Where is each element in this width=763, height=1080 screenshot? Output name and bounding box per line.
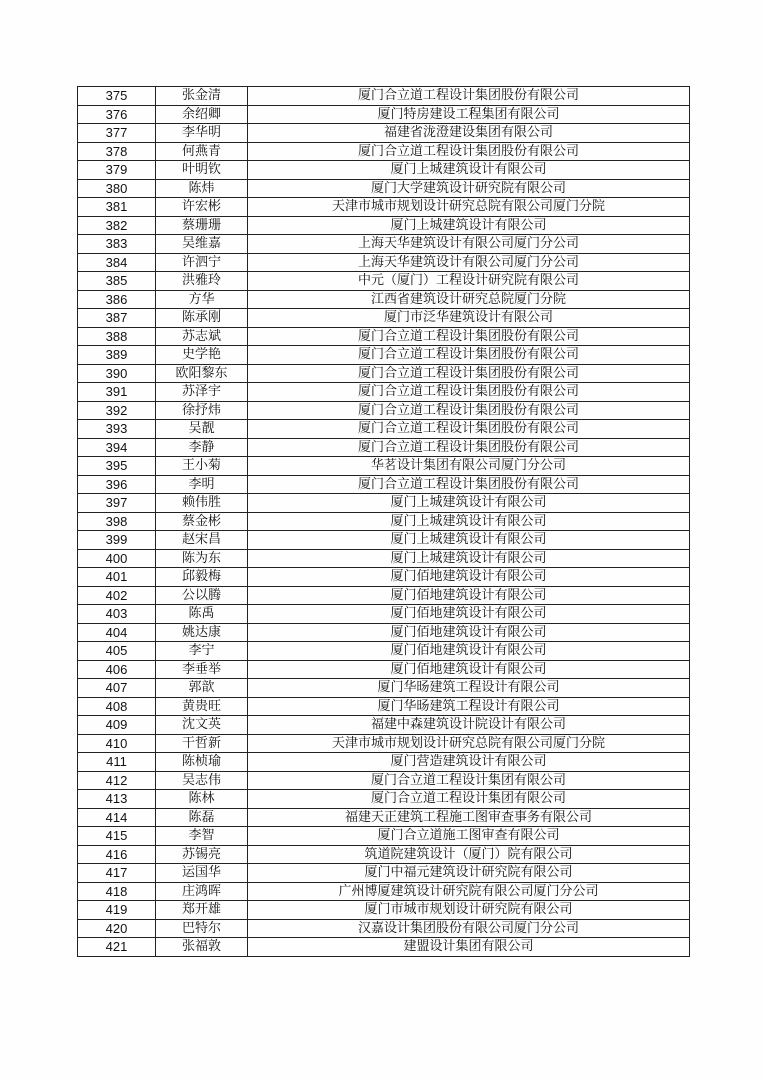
table-row [78,512,690,531]
row-number-cell: 387 [78,309,156,328]
person-name-cell: 郑开雄 [156,901,248,920]
person-name-cell: 李智 [156,827,248,846]
company-name-cell: 厦门佰地建筑设计有限公司 [248,642,690,661]
person-name-cell: 吴志伟 [156,771,248,790]
company-name-cell: 厦门佰地建筑设计有限公司 [248,623,690,642]
table-row [78,494,690,513]
company-name-cell: 厦门上城建筑设计有限公司 [248,494,690,513]
row-number-cell: 407 [78,679,156,698]
roster-table-body [78,87,690,957]
company-name-cell: 建盟设计集团有限公司 [248,938,690,957]
table-row [78,605,690,624]
company-name-cell: 厦门上城建筑设计有限公司 [248,549,690,568]
row-number-cell: 410 [78,734,156,753]
company-name-cell: 厦门华旸建筑工程设计有限公司 [248,697,690,716]
person-name-cell: 何燕青 [156,142,248,161]
row-number-cell: 394 [78,438,156,457]
row-number-cell: 380 [78,179,156,198]
company-name-cell: 上海天华建筑设计有限公司厦门分公司 [248,235,690,254]
row-number-cell: 398 [78,512,156,531]
company-name-cell: 福建中森建筑设计院设计有限公司 [248,716,690,735]
person-name-cell: 陈为东 [156,549,248,568]
company-name-cell: 厦门上城建筑设计有限公司 [248,531,690,550]
row-number-cell: 379 [78,161,156,180]
table-row [78,401,690,420]
table-row [78,457,690,476]
person-name-cell: 陈炜 [156,179,248,198]
person-name-cell: 运国华 [156,864,248,883]
person-name-cell: 陈禹 [156,605,248,624]
company-name-cell: 天津市城市规划设计研究总院有限公司厦门分院 [248,734,690,753]
row-number-cell: 399 [78,531,156,550]
person-name-cell: 沈文英 [156,716,248,735]
person-name-cell: 李明 [156,475,248,494]
company-name-cell: 华茗设计集团有限公司厦门分公司 [248,457,690,476]
person-name-cell: 巴特尔 [156,919,248,938]
person-name-cell: 李宁 [156,642,248,661]
table-row [78,105,690,124]
company-name-cell: 天津市城市规划设计研究总院有限公司厦门分院 [248,198,690,217]
table-row [78,235,690,254]
row-number-cell: 378 [78,142,156,161]
person-name-cell: 洪雅玲 [156,272,248,291]
row-number-cell: 414 [78,808,156,827]
person-name-cell: 苏泽宇 [156,383,248,402]
row-number-cell: 391 [78,383,156,402]
table-row [78,827,690,846]
table-row [78,327,690,346]
table-row [78,346,690,365]
row-number-cell: 405 [78,642,156,661]
row-number-cell: 420 [78,919,156,938]
row-number-cell: 411 [78,753,156,772]
company-name-cell: 厦门合立道工程设计集团股份有限公司 [248,364,690,383]
table-row [78,790,690,809]
row-number-cell: 381 [78,198,156,217]
row-number-cell: 389 [78,346,156,365]
table-row [78,697,690,716]
person-name-cell: 蔡金彬 [156,512,248,531]
company-name-cell: 厦门合立道工程设计集团股份有限公司 [248,327,690,346]
company-name-cell: 厦门合立道工程设计集团股份有限公司 [248,346,690,365]
row-number-cell: 390 [78,364,156,383]
person-name-cell: 赖伟胜 [156,494,248,513]
row-number-cell: 392 [78,401,156,420]
table-row [78,531,690,550]
person-name-cell: 干哲新 [156,734,248,753]
row-number-cell: 383 [78,235,156,254]
company-name-cell: 厦门华旸建筑工程设计有限公司 [248,679,690,698]
person-name-cell: 蔡珊珊 [156,216,248,235]
person-name-cell: 黄贵旺 [156,697,248,716]
table-row [78,364,690,383]
row-number-cell: 409 [78,716,156,735]
person-name-cell: 叶明钦 [156,161,248,180]
person-name-cell: 陈林 [156,790,248,809]
person-name-cell: 姚达康 [156,623,248,642]
row-number-cell: 408 [78,697,156,716]
table-row [78,179,690,198]
row-number-cell: 401 [78,568,156,587]
person-name-cell: 吴维嘉 [156,235,248,254]
company-name-cell: 厦门特房建设工程集团有限公司 [248,105,690,124]
person-name-cell: 吴靓 [156,420,248,439]
row-number-cell: 377 [78,124,156,143]
company-name-cell: 厦门合立道工程设计集团有限公司 [248,771,690,790]
company-name-cell: 厦门市城市规划设计研究院有限公司 [248,901,690,920]
row-number-cell: 396 [78,475,156,494]
table-row [78,679,690,698]
company-name-cell: 福建天正建筑工程施工图审查事务有限公司 [248,808,690,827]
company-name-cell: 汉嘉设计集团股份有限公司厦门分公司 [248,919,690,938]
roster-table [77,86,690,957]
table-row [78,420,690,439]
table-row [78,161,690,180]
table-row [78,549,690,568]
row-number-cell: 400 [78,549,156,568]
row-number-cell: 419 [78,901,156,920]
person-name-cell: 陈承刚 [156,309,248,328]
row-number-cell: 402 [78,586,156,605]
company-name-cell: 厦门市泛华建筑设计有限公司 [248,309,690,328]
person-name-cell: 苏志斌 [156,327,248,346]
table-row [78,882,690,901]
row-number-cell: 417 [78,864,156,883]
company-name-cell: 厦门合立道工程设计集团股份有限公司 [248,475,690,494]
table-row [78,438,690,457]
person-name-cell: 李华明 [156,124,248,143]
person-name-cell: 李静 [156,438,248,457]
person-name-cell: 王小菊 [156,457,248,476]
table-row [78,198,690,217]
row-number-cell: 382 [78,216,156,235]
person-name-cell: 苏锡亮 [156,845,248,864]
company-name-cell: 厦门合立道工程设计集团有限公司 [248,790,690,809]
table-row [78,808,690,827]
table-row [78,568,690,587]
company-name-cell: 江西省建筑设计研究总院厦门分院 [248,290,690,309]
table-row [78,475,690,494]
row-number-cell: 416 [78,845,156,864]
row-number-cell: 386 [78,290,156,309]
person-name-cell: 徐抒炜 [156,401,248,420]
table-row [78,864,690,883]
company-name-cell: 厦门上城建筑设计有限公司 [248,161,690,180]
company-name-cell: 厦门合立道工程设计集团股份有限公司 [248,383,690,402]
table-row [78,216,690,235]
row-number-cell: 421 [78,938,156,957]
row-number-cell: 395 [78,457,156,476]
company-name-cell: 厦门中福元建筑设计研究院有限公司 [248,864,690,883]
table-row [78,642,690,661]
company-name-cell: 厦门上城建筑设计有限公司 [248,216,690,235]
table-row [78,845,690,864]
person-name-cell: 余绍卿 [156,105,248,124]
table-row [78,716,690,735]
row-number-cell: 404 [78,623,156,642]
person-name-cell: 方华 [156,290,248,309]
table-row [78,142,690,161]
company-name-cell: 广州博厦建筑设计研究院有限公司厦门分公司 [248,882,690,901]
company-name-cell: 厦门合立道工程设计集团股份有限公司 [248,142,690,161]
row-number-cell: 375 [78,87,156,106]
table-row [78,734,690,753]
row-number-cell: 384 [78,253,156,272]
table-row [78,309,690,328]
person-name-cell: 许泗宁 [156,253,248,272]
company-name-cell: 厦门大学建筑设计研究院有限公司 [248,179,690,198]
row-number-cell: 412 [78,771,156,790]
row-number-cell: 415 [78,827,156,846]
row-number-cell: 418 [78,882,156,901]
row-number-cell: 393 [78,420,156,439]
person-name-cell: 张福敦 [156,938,248,957]
company-name-cell: 福建省泷澄建设集团有限公司 [248,124,690,143]
person-name-cell: 陈桢瑜 [156,753,248,772]
company-name-cell: 厦门佰地建筑设计有限公司 [248,568,690,587]
person-name-cell: 赵宋昌 [156,531,248,550]
row-number-cell: 397 [78,494,156,513]
row-number-cell: 403 [78,605,156,624]
row-number-cell: 376 [78,105,156,124]
table-row [78,753,690,772]
table-row [78,623,690,642]
row-number-cell: 388 [78,327,156,346]
company-name-cell: 厦门佰地建筑设计有限公司 [248,586,690,605]
table-row [78,938,690,957]
table-row [78,290,690,309]
company-name-cell: 厦门合立道工程设计集团股份有限公司 [248,420,690,439]
table-row [78,87,690,106]
person-name-cell: 郭歆 [156,679,248,698]
person-name-cell: 公以腾 [156,586,248,605]
person-name-cell: 史学艳 [156,346,248,365]
table-row [78,771,690,790]
person-name-cell: 庄鸿晖 [156,882,248,901]
company-name-cell: 厦门合立道工程设计集团股份有限公司 [248,87,690,106]
person-name-cell: 邱毅梅 [156,568,248,587]
company-name-cell: 上海天华建筑设计有限公司厦门分公司 [248,253,690,272]
company-name-cell: 筑道院建筑设计（厦门）院有限公司 [248,845,690,864]
person-name-cell: 欧阳黎东 [156,364,248,383]
row-number-cell: 406 [78,660,156,679]
company-name-cell: 厦门佰地建筑设计有限公司 [248,605,690,624]
company-name-cell: 中元（厦门）工程设计研究院有限公司 [248,272,690,291]
table-row [78,383,690,402]
company-name-cell: 厦门佰地建筑设计有限公司 [248,660,690,679]
table-row [78,919,690,938]
table-row [78,586,690,605]
person-name-cell: 李垂举 [156,660,248,679]
company-name-cell: 厦门合立道工程设计集团股份有限公司 [248,401,690,420]
table-row [78,253,690,272]
person-name-cell: 许宏彬 [156,198,248,217]
row-number-cell: 385 [78,272,156,291]
table-row [78,901,690,920]
table-row [78,660,690,679]
company-name-cell: 厦门合立道工程设计集团股份有限公司 [248,438,690,457]
row-number-cell: 413 [78,790,156,809]
person-name-cell: 张金清 [156,87,248,106]
table-row [78,124,690,143]
company-name-cell: 厦门上城建筑设计有限公司 [248,512,690,531]
person-name-cell: 陈磊 [156,808,248,827]
company-name-cell: 厦门营造建筑设计有限公司 [248,753,690,772]
table-row [78,272,690,291]
company-name-cell: 厦门合立道施工图审查有限公司 [248,827,690,846]
